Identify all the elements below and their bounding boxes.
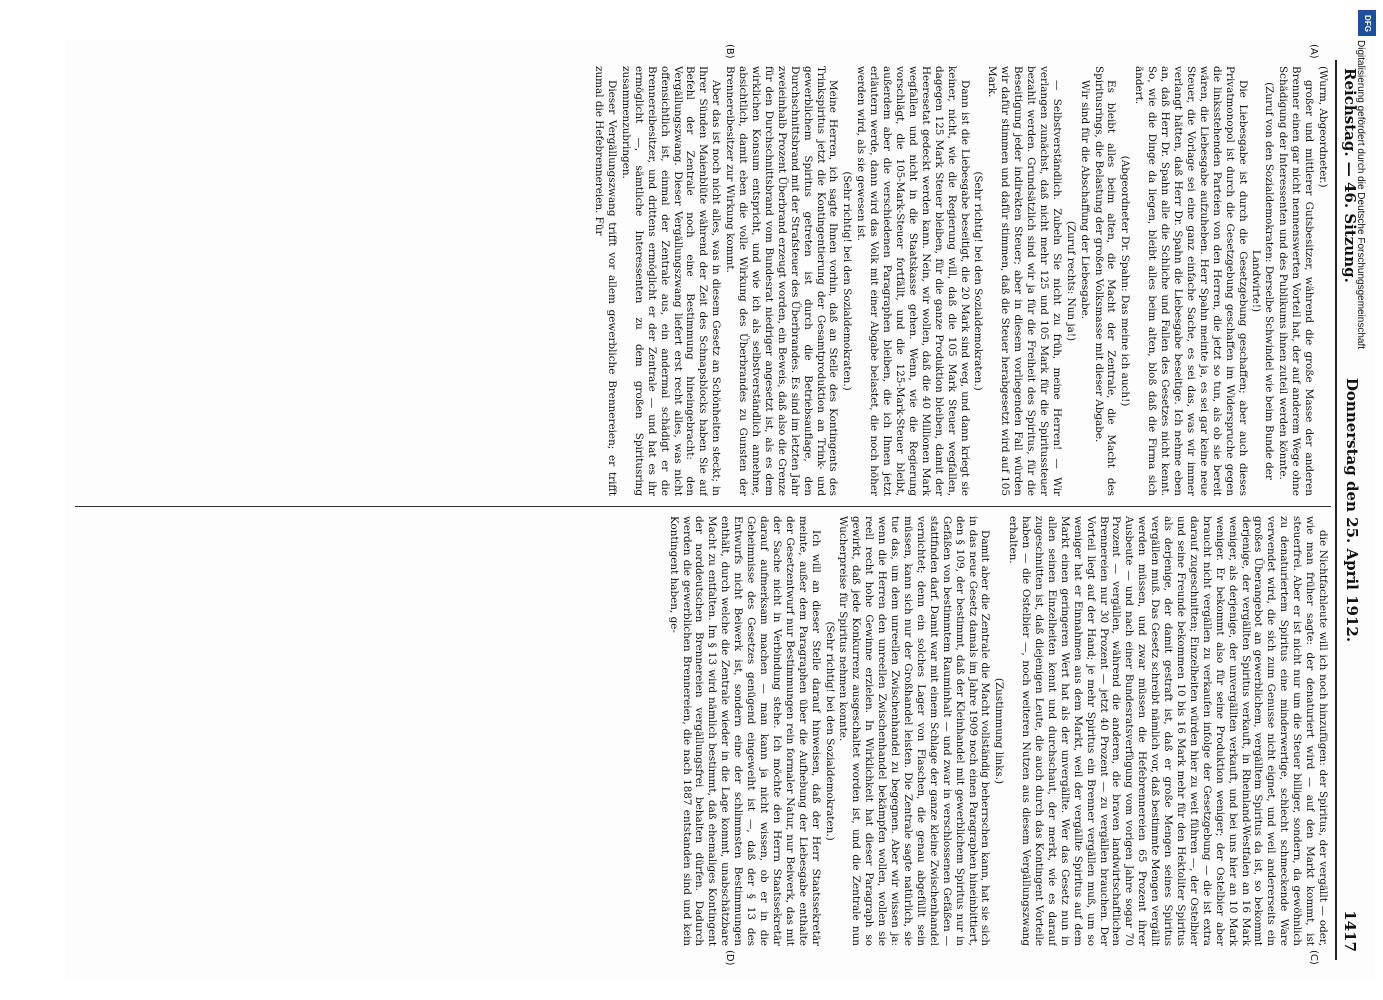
dfg-logo: DFG — [1358, 10, 1376, 36]
page-number: 1417 — [1341, 910, 1359, 952]
marker-d: (D) — [724, 950, 735, 966]
paragraph: (Zustimmung links.) — [993, 677, 1006, 785]
paragraph: (Sehr richtig! bei den Sozialdemokraten.) — [823, 621, 836, 841]
document-page — [65, 40, 1375, 980]
paragraph: (Wurm, Abgeordneter.) — [1317, 66, 1329, 188]
marker-b: (B) — [724, 44, 735, 59]
header-rule — [1335, 60, 1337, 960]
paragraph: Wir sind für die Abschaffung der Liebesgabe. — [1078, 80, 1091, 320]
left-column — [71, 66, 1329, 496]
paragraph: Dann ist die Liebesgabe beseitigt, die 20 Mark sind weg, und dann kriegt sie keiner, nicht, wie die Regierung will, daß die 105 Mark Steuer wegfallen, dagegen 125 Mark Steuer bleiben, für die ganze Produktion bleiben, damit der Heeresetat gedeckt werden kann. Nein, wir wollen, daß die 40 Millionen Mark wegfallen und nicht in die Staatskasse gehen. Wenn, wie die Regierung vorschlägt, die 105-Mark-Steuer fortfällt, und die 125-Mark-Steuer bleibt, außerdem aber die verschiedenen Paragraphen bleiben, die ich Ihnen jetzt erläutern werde, dann wird das Volk mit einer Abgabe belastet, die noch höher werden wird, als sie gewesen ist. — [855, 66, 971, 496]
right-column — [71, 516, 1329, 946]
column-divider — [75, 506, 1331, 507]
header-date: Donnerstag den 25. April 1912. — [1343, 377, 1361, 643]
paragraph: Dieser Vergällungszwang trifft vor allem gewerbliche Brennereien; er trifft zumal die Hefebrennereien. Für — [593, 66, 619, 496]
paragraph: — Selbstverständlich. Zubeln Sie nicht zu früh, meine Herren! — Wir verlangen zunächst, daß nicht mehr 125 und 105 Mark für die Spiritussteuer bezahlt werden. Grundsätzlich sind wir ja für die Freiheit des Spiritus, für die Beseitigung jeder indirekten Steuer; aber in diesem vorliegenden Fall würden wir dafür stimmen und dafür stimmen, daß die Steuer herabgesetzt wird auf 105 Mark. — [986, 66, 1063, 496]
paragraph: Aber das ist noch nicht alles, was in diesem Gesetz an Schönheiten steckt; in Ihrer Sünden Maienblüte während der Zeit des Schnapsblocks haben Sie auf Befehl der Zentrale noch eine Bestimmung hineingebracht: den Vergällungszwang. Dieser Vergällungszwang liefert erst recht alles, was nicht offensichtlich ist, einmal der Zentrale aus, ein andermal schädigt er die Brennereibesitzer, und drittens ermöglicht er der Zentrale — und hat es ihr ermöglicht —, sämtliche Interessenten zu dem großen Spiritusring zusammenzubringen. — [619, 66, 723, 496]
paragraph: (Abgeordneter Dr. Spahn: Das meine ich auch!) — [1119, 155, 1132, 407]
paragraph: die Nichtfachleute will ich noch hinzufügen: der Spiritus, der vergällt — oder, wie man früher sagte: der denaturiert wird — auf den Markt kommt, ist steuerfrei. Aber er ist nicht nur um die Steuer billiger, sondern, da gewöhnlich zu denaturiertem Spiritus eine minderwertige, schlecht schmeckende Ware verwendet wird, die sich zum Genusse nicht eignet, und weil andererseits ein großes Überangebot an gewerblichem, vergälltem Spiritus da ist, so bekommt derjenige, der vergällten Spiritus verkauft, in Rheinland-Westfalen an 16 Mark weniger, als derjenige, der unvergällten verkauft, und bei uns hier an 10 Mark weniger. Er bekommt also für seine Produktion weniger; der Ostelbier aber braucht nicht vergällen zu verkaufen infolge der Gesetzgebung — die ist extra darauf zugeschnitten; Einzelheiten würden hier zu weit führen —, der Ostelbier und seine Freunde bekommen 10 bis 16 Mark mehr für den Hektoliter Spiritus als derjenige, der damit gestraft ist, daß er große Mengen seines Spiritus vergällen muß. Das Gesetz schreibt nämlich vor, daß bestimmte Mengen vergällt werden müssen, und zwar müssen die Hefebrennereien 65 Prozent ihrer Ausbeute — und nach einer Bundesratsverfügung vom vorigen Jahre sogar 70 Prozent — vergällen, während die anderen, die braven landwirtschaftlichen Brennereien nur 30 Prozent — jetzt 40 Prozent — zu vergällen brauchen. Der Vorteil liegt auf der Hand; je mehr Spiritus ein Brenner vergällen muß, um so weniger hat er Einnahmen aus dem Markt, weil der vergällte Spiritus auf dem Markt einen geringeren Wert hat als der unvergällte. Wer das Gesetz nun in allen seinen Einzelheiten kennt und durchschaut, der merkt, wie es darauf zugeschnitten ist, daß diejenigen Leute, die auch durch das Kontingent Vorteile haben — die Ostelbier —, noch weiteren Nutzen aus diesem Vergällungszwang erhalten. — [1007, 516, 1329, 946]
header-left: Reichstag. — 46. Sitzung. — [1341, 68, 1359, 283]
digitization-notice — [1352, 40, 1372, 970]
marker-a: (A) — [1308, 44, 1319, 59]
paragraph: Es bleibt alles beim alten, die Macht der Zentrale, die Macht des Spiritusrings, die Belastung der großen Volksmasse mit dieser Abgabe. — [1092, 66, 1118, 496]
paragraph: Meine Herren, ich sagte Ihnen vorhin, daß an Stelle des Kontingents des Trinkspiritus jetzt die Kontingentierung der Gesamtproduktion an Trink- und gewerblichem Spiritus getreten ist durch die Betriebsauflage, den Durchschnittsbrand mit der Strafsteuer des Überbrandes. Es sind im letzten Jahr zweieinhalb Prozent Überbrand erzeugt worden, ein Beweis, daß also die Grenze für den Durchschnittsbrand vom Bundesrat niedriger angesetzt ist, als es dem wirklichen Konsum entspricht, und wie ich als selbstverständlich annehme, absichtlich, damit eben die volle Wirkung des Überbrandes zu Gunsten der Brennereibesitzer zur Wirkung kommt. — [724, 66, 840, 496]
paragraph: Damit aber die Zentrale die Macht vollständig beherrschen kann, hat sie sich in das neue Gesetz damals im Jahre 1909 noch einen Paragraphen hineinbittiert, den § 109, der bestimmt, daß der Kleinhandel mit gewerblichem Spiritus nur in Gefäßen von bestimmtem Rauminhalt — und zwar in verschlossenen Gefäßen — stattfinden darf. Damit war mit einem Schlage der ganze kleine Zwischenhandel vernichtet; denn ein solches Lager von Flaschen, die genau abgefüllt sein müssen, kann sich nur der Großhandel leisten. Die Zentrale sagte natürlich, sie tue das, um dem unreellen Zwischenhandel zu begegnen. Aber wir wissen ja: wenn die Herren den unreellen Zwischenhandel bekämpfen wollen, wollen sie reell recht hohe Gewinne erzielen. In Wirklichkeit hat dieser Paragraph so gewirkt, daß jede Konkurrenz ausgeschaltet worden ist, und die Zentrale nun Wucherpreise für Spiritus nehmen konnte. — [837, 516, 992, 946]
marker-c: (C) — [1308, 950, 1319, 965]
digitization-notice-text: Digitalisierung gefördert durch die Deutsche Forschungsgemeinschaft — [1355, 40, 1366, 350]
paragraph: (Sehr richtig! bei den Sozialdemokraten.) — [841, 171, 854, 391]
paragraph: (Sehr richtig! bei den Sozialdemokraten.) — [972, 171, 985, 391]
paragraph: Ich will an dieser Stelle darauf hinweisen, daß der Herr Staatssekretär meinte, außer dem Paragraphen über die Aufhebung der Liebesgabe enthalte der Gesetzentwurf nur Bestimmungen rein formaler Natur, nur Beiwerk, das mit der Sache nicht in Verbindung stehe. Ich möchte den Herrn Staatssekretär darauf aufmerksam machen — man kann ja nicht wissen, ob er in die Geheimnisse des Gesetzes genügend eingeweiht ist —, daß der § 13 des Entwurfs nicht Beiwerk ist, sondern eine der schlimmsten Bestimmungen enthält, durch welche die Zentrale wieder in die Lage kommt, unabschätzbare Macht zu entfalten. Im § 13 wird nämlich bestimmt, daß ehemaliges Kontingent der norddeutschen Brennereien vergällungsfrei behalten dürfen. Dadurch werden die gewerblichen Brennereien, die nach 1887 entstanden sind und kein Kontingent haben, ge- — [667, 516, 822, 946]
paragraph: (Zuruf rechts: Nun ja!) — [1064, 220, 1077, 342]
paragraph: Die Liebesgabe ist durch die Gesetzgebung geschaffen; aber auch dieses Privatmonopol ist durch die Gesetzgebung geschaffen im Widerspruche gegen die linksstehenden Parteien von den Herren, die jetzt so tun, als ob sie bereit wären, die Liebesgabe aufzuheben. Herr Spahn meinte ja, es sei gar keine neue Steuer, die Vorlage sei eine ganz einfache Sache, es sei das, was wir immer verlangt hätten, daß Herr Dr. Spahn die Liebesgabe beseitige. Ich nehme eben an, daß Herr Dr. Spahn alle die Schliche und Fallen des Gesetzes nicht kennt. So, wie die Dinge da liegen, bleibt alles beim alten, bloß daß die Firma sich ändert. — [1133, 66, 1249, 496]
paragraph: (Zuruf von den Sozialdemokraten: Derselbe Schwindel wie beim Bunde der Landwirte!) — [1250, 82, 1276, 480]
paragraph: großer und mittlerer Gutsbesitzer, während die große Masse der anderen Brenner einen gar nicht nennenswerten Vorteil hat, der auf anderem Wege ohne Schädigung der Interessenten und des Publikums ihnen zuteil werden könnte. — [1277, 66, 1316, 496]
